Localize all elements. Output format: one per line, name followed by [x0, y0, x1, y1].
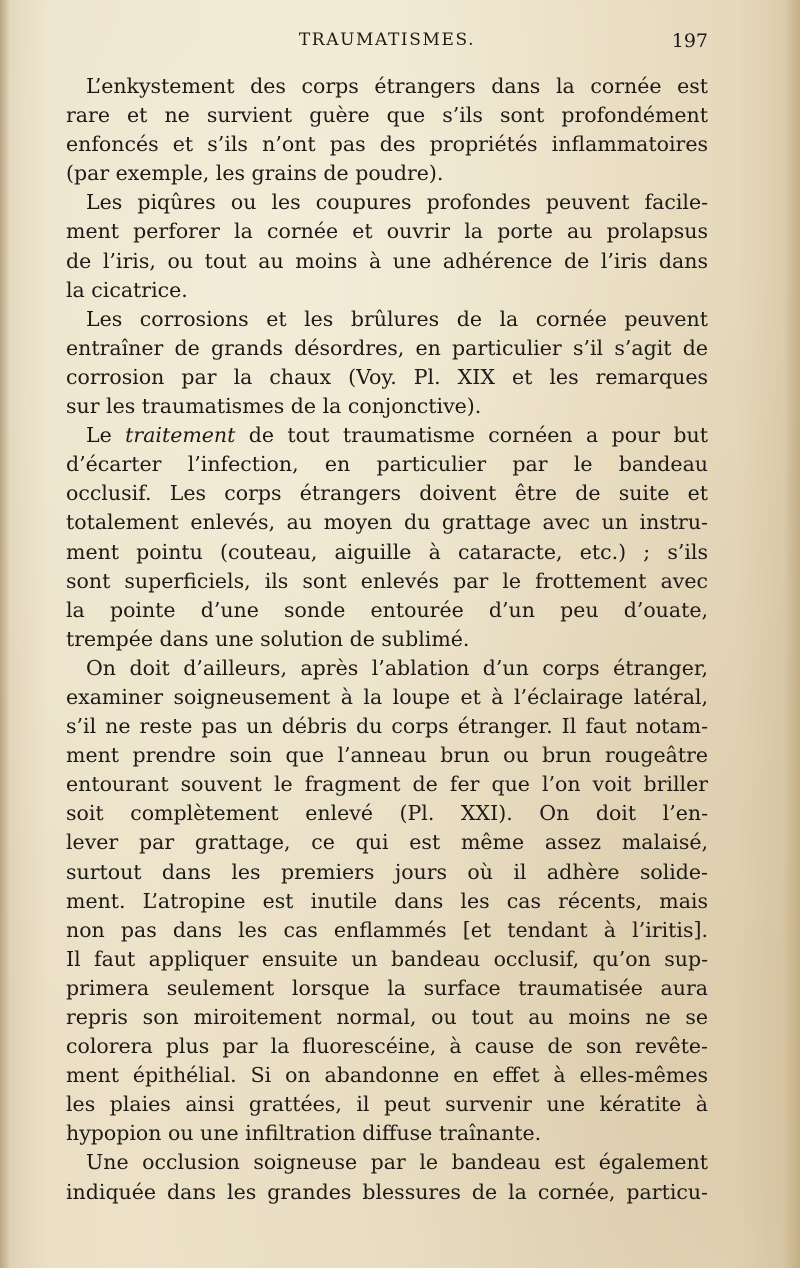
text-line: On doit d’ailleurs, après l’ablation d’un corps étranger, — [86, 655, 708, 680]
text-line: ment. L’atropine est inutile dans les cas récents, mais — [66, 888, 708, 913]
text-line: occlusif. Les corps étrangers doivent être de suite et — [66, 481, 708, 506]
text-line: Les corrosions et les brûlures de la cornée peuvent — [86, 306, 708, 331]
text-line: ment perforer la cornée et ouvrir la porte au prolapsus — [66, 219, 708, 244]
text-line: ment pointu (couteau, aiguille à cataracte, etc.) ; s’ils — [66, 539, 708, 564]
text-line: repris son miroitement normal, ou tout au moins ne se — [66, 1005, 708, 1029]
text-segment: de tout traumatisme cornéen a pour but — [235, 423, 708, 448]
text-line: soit complètement enlevé (Pl. XXI). On doit l’en- — [66, 801, 708, 826]
text-line: la pointe d’une sonde entourée d’un peu d’ouate, — [66, 597, 708, 622]
text-line: lever par grattage, ce qui est même assez malaisé, — [66, 830, 708, 855]
text-line: ment épithélial. Si on abandonne en effet à elles-mêmes — [66, 1063, 708, 1088]
text-line: entourant souvent le fragment de fer que l’on voit briller — [66, 772, 708, 797]
page-right-edge — [784, 0, 800, 1268]
text-line: rare et ne survient guère que s’ils sont profondément — [66, 103, 708, 128]
text-line: non pas dans les cas enflammés [et tendant à l’iritis]. — [66, 917, 708, 942]
text-line: sur les traumatismes de la conjonctive). — [66, 394, 482, 419]
text-line: entraîner de grands désordres, en particulier s’il s’agit de — [66, 335, 708, 360]
text-line: colorera plus par la fluorescéine, à cause de son revête- — [66, 1034, 708, 1059]
text-line: de l’iris, ou tout au moins à une adhérence de l’iris dans — [66, 248, 708, 273]
text-line: trempée dans une solution de sublimé. — [66, 626, 470, 651]
text-segment: Le — [86, 423, 126, 448]
text-line: primera seulement lorsque la surface traumatisée aura — [66, 975, 708, 1000]
text-line: enfoncés et s’ils n’ont pas des propriétés inflammatoires — [66, 132, 708, 157]
text-line: la cicatrice. — [66, 277, 188, 302]
text-line: L’enkystement des corps étrangers dans la cornée est — [86, 74, 708, 98]
text-line: totalement enlevés, au moyen du grattage avec un instru- — [66, 510, 708, 535]
text-line: sont superficiels, ils sont enlevés par le frottement avec — [66, 568, 708, 593]
text-line: (par exemple, les grains de poudre). — [66, 161, 444, 186]
text-line: les plaies ainsi grattées, il peut survenir une kératite à — [66, 1092, 708, 1117]
text-line: indiquée dans les grandes blessures de la cornée, particu- — [66, 1179, 708, 1204]
text-line: Il faut appliquer ensuite un bandeau occlusif, qu’on sup- — [66, 946, 708, 971]
text-line: d’écarter l’infection, en particulier par le bandeau — [66, 452, 708, 477]
page-header — [66, 30, 708, 58]
text-line: corrosion par la chaux (Voy. Pl. XIX et les remarques — [66, 364, 708, 389]
text-line: ment prendre soin que l’anneau brun ou brun rougeâtre — [66, 743, 708, 768]
page-left-edge — [0, 0, 10, 1268]
emphasized-term: traitement — [125, 423, 236, 448]
text-line: Les piqûres ou les coupures profondes peuvent facile- — [86, 190, 708, 215]
running-head-title: TRAUMATISMES. — [298, 30, 476, 50]
text-line: s’il ne reste pas un débris du corps étranger. Il faut notam- — [66, 714, 708, 739]
text-line: Une occlusion soigneuse par le bandeau est également — [86, 1150, 708, 1175]
page-number: 197 — [671, 30, 708, 52]
text-line: examiner soigneusement à la loupe et à l’éclairage latéral, — [66, 684, 708, 709]
text-line: surtout dans les premiers jours où il adhère solide- — [66, 859, 708, 884]
text-line: hypopion ou une infiltration diffuse traînante. — [66, 1121, 542, 1146]
text-line — [66, 421, 708, 450]
body-text — [66, 72, 708, 1207]
